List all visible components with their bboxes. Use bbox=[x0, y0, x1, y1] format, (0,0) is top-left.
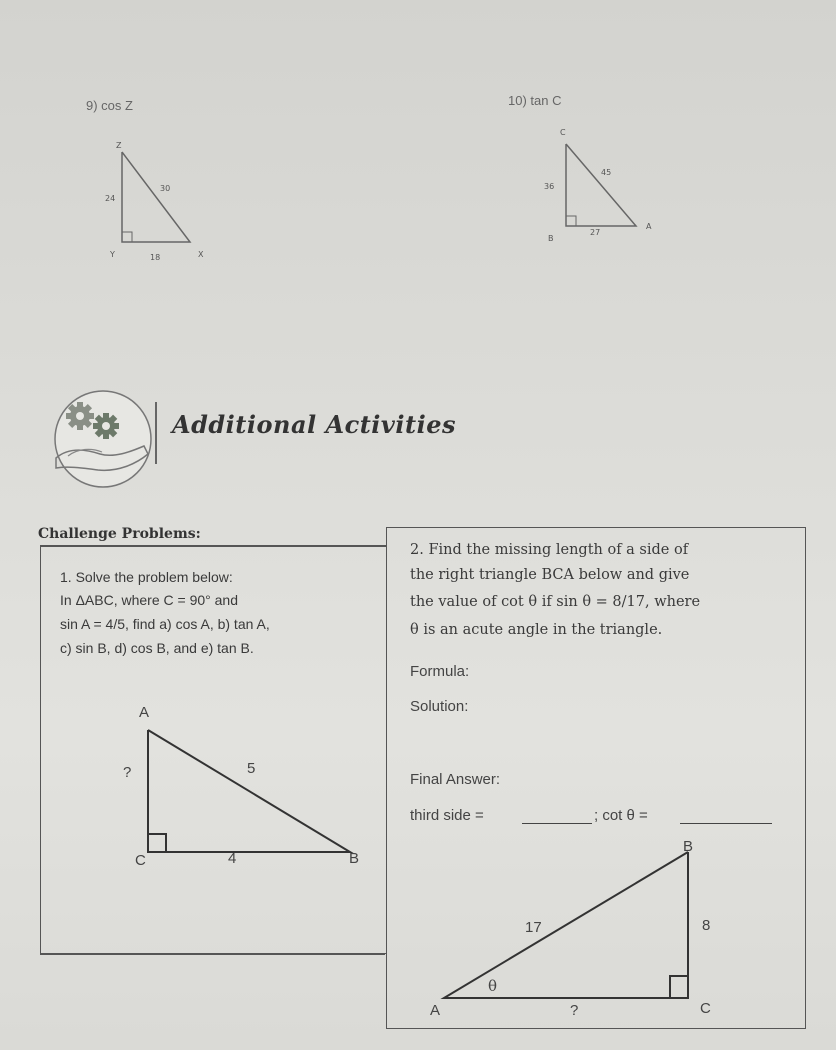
q10-side-left: 36 bbox=[544, 182, 555, 191]
triangle-bca-vertex-c: C bbox=[700, 1000, 711, 1017]
q10-side-bottom: 27 bbox=[590, 228, 601, 237]
q9-vertex-x: X bbox=[198, 250, 204, 259]
q10-vertex-a: A bbox=[646, 222, 652, 231]
q9-vertex-y: Y bbox=[110, 250, 115, 259]
triangle-bca-side-right: 8 bbox=[702, 917, 711, 934]
gears-in-hand-icon bbox=[48, 388, 158, 490]
cot-label: ; cot θ = bbox=[594, 807, 648, 824]
third-side-label: third side = bbox=[410, 807, 484, 824]
question-10-label: 10) tan C bbox=[508, 93, 562, 108]
triangle-q9 bbox=[100, 140, 210, 265]
triangle-abc-vertex-a: A bbox=[139, 704, 150, 721]
triangle-bca-side-hyp: 17 bbox=[525, 919, 542, 936]
problem-2-line-2: the right triangle BCA below and give bbox=[410, 567, 690, 583]
third-side-blank[interactable] bbox=[522, 823, 592, 824]
triangle-abc-side-hyp: 5 bbox=[247, 760, 256, 777]
triangle-abc-side-left: ? bbox=[123, 764, 132, 781]
triangle-abc bbox=[110, 710, 370, 870]
triangle-q10 bbox=[550, 130, 660, 240]
triangle-abc-side-bottom: 4 bbox=[228, 850, 237, 867]
final-answer-label: Final Answer: bbox=[410, 771, 501, 788]
triangle-bca-angle-theta: θ bbox=[488, 977, 498, 995]
title-divider bbox=[155, 402, 157, 464]
challenge-title: Challenge Problems: bbox=[38, 526, 201, 542]
q9-side-bottom: 18 bbox=[150, 253, 161, 262]
solution-label: Solution: bbox=[410, 698, 469, 715]
problem-2-line-1: 2. Find the missing length of a side of bbox=[410, 542, 689, 558]
problem-1-line-1: 1. Solve the problem below: bbox=[60, 569, 233, 585]
problem-2-line-3: the value of cot θ if sin θ = 8/17, where bbox=[410, 594, 701, 610]
problem-1-line-4: c) sin B, d) cos B, and e) tan B. bbox=[60, 640, 254, 656]
formula-label: Formula: bbox=[410, 663, 470, 680]
triangle-abc-vertex-b: B bbox=[349, 850, 360, 867]
problem-1-box-bottom bbox=[40, 953, 385, 955]
problem-1-line-3: sin A = 4/5, find a) cos A, b) tan A, bbox=[60, 616, 270, 632]
triangle-bca-side-bottom: ? bbox=[570, 1002, 579, 1019]
triangle-abc-vertex-c: C bbox=[135, 852, 146, 869]
q10-side-hyp: 45 bbox=[601, 168, 612, 177]
triangle-bca bbox=[430, 840, 710, 1010]
problem-1-line-2: In ΔABC, where C = 90° and bbox=[60, 592, 238, 608]
q9-side-hyp: 30 bbox=[160, 184, 171, 193]
question-9-label: 9) cos Z bbox=[86, 98, 133, 113]
q9-side-left: 24 bbox=[105, 194, 116, 203]
triangle-bca-vertex-b: B bbox=[683, 838, 694, 855]
section-title: Additional Activities bbox=[172, 410, 456, 439]
triangle-bca-vertex-a: A bbox=[430, 1002, 441, 1019]
problem-2-line-4: θ is an acute angle in the triangle. bbox=[410, 622, 663, 638]
q9-vertex-z: Z bbox=[116, 141, 122, 150]
q10-vertex-b: B bbox=[548, 234, 554, 243]
q10-vertex-c: C bbox=[560, 128, 566, 137]
cot-blank[interactable] bbox=[680, 823, 772, 824]
problem-1-box-top bbox=[40, 545, 386, 547]
